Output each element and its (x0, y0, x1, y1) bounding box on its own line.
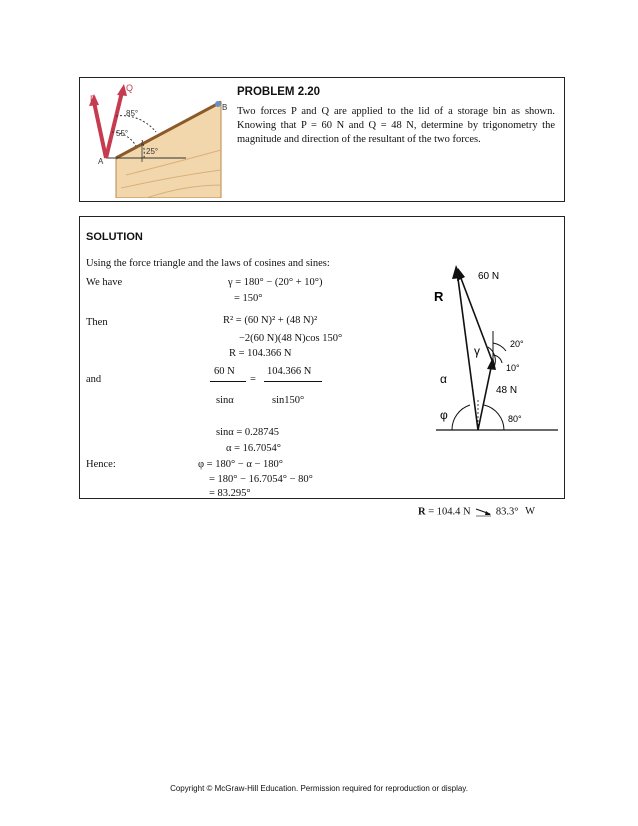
phi-line1: φ = 180° − α − 180° (198, 459, 283, 470)
frac-num1: 60 N (214, 366, 235, 377)
solution-title: SOLUTION (86, 231, 143, 243)
label-55: 55° (116, 129, 129, 138)
direction-arrow-icon (473, 506, 493, 518)
solution-intro: Using the force triangle and the laws of cosines and sines: (86, 258, 330, 269)
solution-box (79, 216, 565, 499)
answer-r: R (418, 506, 426, 518)
diagram-10: 10° (506, 363, 520, 373)
diagram-20: 20° (510, 339, 524, 349)
sin-line: sinα = 0.28745 (216, 427, 280, 438)
we-have-label: We have (86, 277, 123, 288)
label-p: P (90, 94, 97, 104)
hence-label: Hence: (86, 459, 116, 470)
phi-line3: = 83.295° (209, 488, 251, 499)
copyright-footer: Copyright © McGraw-Hill Education. Permission required for reproduction or display. (170, 784, 468, 793)
diagram-alpha: α (440, 372, 447, 386)
label-q: Q (126, 83, 134, 93)
diagram-60n: 60 N (478, 271, 500, 282)
force-triangle-diagram (432, 259, 562, 434)
problem-box (79, 77, 565, 202)
problem-title: PROBLEM 2.20 (237, 86, 321, 98)
label-b: B (222, 103, 228, 112)
gamma-line1: γ = 180° − (20° + 10°) (228, 277, 323, 288)
frac-line2 (264, 381, 322, 382)
diagram-48n: 48 N (496, 385, 518, 396)
frac-den2: sin150° (272, 395, 305, 406)
storage-bin-figure (86, 80, 231, 198)
gamma-line2: = 150° (234, 293, 263, 304)
label-a: A (98, 157, 104, 166)
r2-line1: R² = (60 N)² + (48 N)² (223, 315, 318, 326)
r2-line2: −2(60 N)(48 N)cos 150° (239, 333, 343, 344)
diagram-80: 80° (508, 414, 522, 424)
diagram-gamma: γ (474, 344, 480, 358)
frac-line1 (210, 381, 246, 382)
label-85: 85° (126, 109, 139, 118)
and-label: and (86, 374, 102, 385)
alpha-line: α = 16.7054° (226, 443, 281, 454)
label-25: 25° (146, 147, 159, 156)
frac-den1: sinα (216, 395, 234, 406)
answer-dir: W (525, 506, 535, 518)
frac-eq: = (250, 374, 256, 385)
phi-line2: = 180° − 16.7054° − 80° (209, 474, 313, 485)
final-answer (418, 506, 535, 518)
frac-num2: 104.366 N (267, 366, 312, 377)
problem-text: Two forces P and Q are applied to the lid of a storage bin as shown. Knowing that P = 60 N and Q = 48 N, determine by trigonometry the magnitude and direction of the resultant of the two forces. (237, 106, 555, 145)
diagram-r: R (434, 289, 444, 304)
answer-angle: 83.3° (495, 506, 519, 518)
then-label: Then (86, 317, 108, 328)
r-line: R = 104.366 N (229, 348, 292, 359)
answer-value: = 104.4 N (428, 506, 471, 518)
diagram-phi: φ (440, 408, 448, 422)
